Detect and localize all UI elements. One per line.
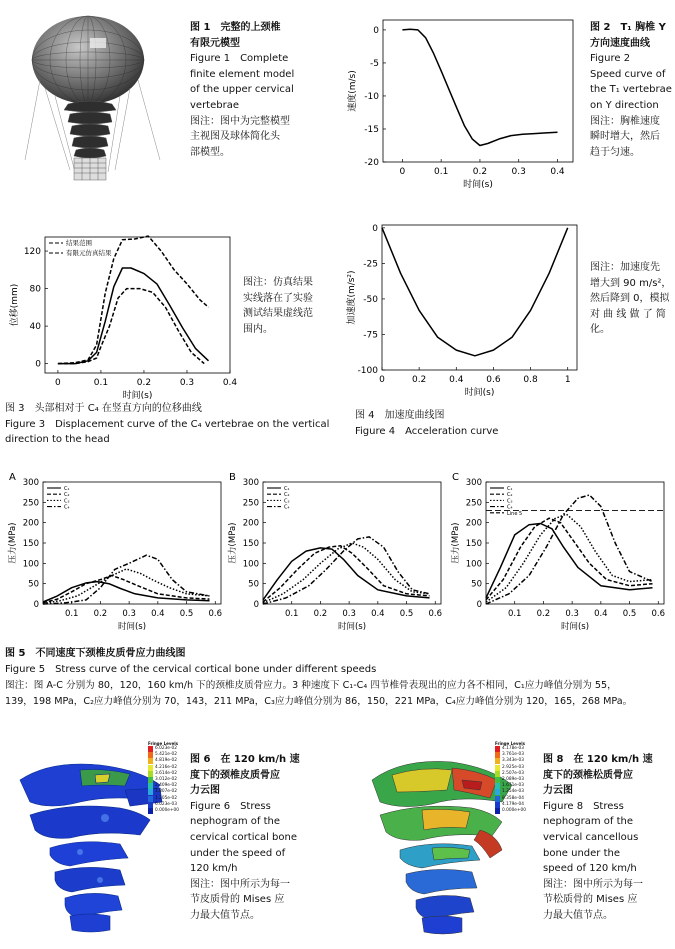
- legend-value: 2.507e-03: [502, 770, 524, 776]
- fig6-legend-scale: [148, 746, 188, 814]
- x-tick-label: 0.5: [179, 609, 194, 619]
- legend-color-swatch: [148, 771, 153, 777]
- legend-color-swatch: [148, 777, 153, 783]
- fig5-panel-c-chart: [448, 470, 670, 640]
- legend-color-swatch: [148, 789, 153, 795]
- fig8-caption: [543, 752, 653, 924]
- x-tick-label: 0.4: [151, 609, 165, 619]
- series-line: [263, 537, 430, 604]
- x-tick-label: 0.4: [371, 609, 385, 619]
- legend-value: 0.000e+00: [155, 807, 180, 813]
- x-axis-label: 时间(s): [463, 180, 493, 190]
- fig8-caption-line: 力云图: [543, 785, 573, 797]
- y-tick-label: 100: [465, 559, 482, 570]
- fig2-caption-line: 图注：胸椎速度: [590, 115, 660, 127]
- legend-value: 4.216e-02: [155, 764, 177, 770]
- y-tick-label: 150: [242, 539, 259, 549]
- fig3-note-line: 实线落在了实验: [243, 292, 313, 304]
- fig1-caption-line: of the upper cervical: [190, 84, 294, 96]
- x-tick-label: 0.4: [550, 167, 565, 177]
- y-tick-label: -75: [363, 330, 378, 341]
- fig2-caption: [590, 20, 672, 160]
- fig8-caption-line: nephogram of the: [543, 816, 634, 828]
- series-line: [486, 518, 653, 600]
- panel-label: C: [452, 472, 459, 483]
- series-line: [43, 555, 210, 604]
- y-tick-label: 100: [242, 559, 259, 570]
- y-tick-label: 150: [465, 539, 482, 549]
- y-tick-label: 80: [29, 284, 41, 295]
- legend-value: 4.178e-03: [502, 746, 524, 752]
- x-tick-label: 0.2: [472, 167, 488, 177]
- legend-color-swatch: [495, 771, 500, 777]
- y-tick-label: 300: [22, 478, 39, 488]
- x-tick-label: 0.6: [428, 609, 443, 619]
- fig3-note: [243, 275, 313, 337]
- legend-color-swatch: [495, 752, 500, 758]
- legend-row: [148, 808, 188, 814]
- x-tick-label: 0.1: [507, 609, 522, 619]
- x-axis-label: 时间(s): [117, 622, 147, 632]
- x-tick-label: 0.2: [536, 609, 551, 619]
- y-tick-label: 250: [22, 498, 39, 509]
- x-tick-label: 0.6: [208, 609, 223, 619]
- fig2-caption-line: Speed curve of: [590, 68, 666, 80]
- x-tick-label: 0.2: [411, 375, 427, 385]
- fig4-caption-line: 图 4 加速度曲线图: [355, 410, 445, 421]
- x-tick-label: 0.2: [93, 609, 108, 619]
- series-line: [402, 29, 557, 145]
- fig2-caption-line: on Y direction: [590, 99, 659, 111]
- legend-color-swatch: [148, 746, 153, 752]
- series-line: [263, 546, 430, 602]
- fig1-caption-line: 图注：图中为完整模型: [190, 115, 290, 127]
- x-tick-label: 0.3: [565, 609, 579, 619]
- y-tick-label: -10: [364, 91, 379, 102]
- fig4-note-line: 化。: [590, 324, 610, 336]
- fig2-caption-line: 瞬时增大，然后: [590, 131, 660, 143]
- fig5-panel-a-chart: [5, 470, 227, 640]
- y-tick-label: 100: [22, 559, 39, 570]
- fig1-caption: [190, 20, 294, 160]
- fig5-caption-line: 图 5 不同速度下颈椎皮质骨应力曲线图: [5, 648, 186, 659]
- fig4-note-line: 然后降到 0，模拟: [590, 293, 670, 305]
- y-tick-label: 50: [471, 579, 482, 590]
- fig3-caption-line: Figure 3 Displacement curve of the C₄ vertebrae on the vertical: [5, 418, 330, 430]
- legend-value: 6.023e-03: [155, 801, 177, 807]
- fig8-legend: [495, 741, 535, 814]
- x-tick-label: 0.1: [64, 609, 79, 619]
- x-tick-label: 0: [55, 378, 61, 388]
- fig8-caption-line: 力最大值节点。: [543, 909, 613, 921]
- fig4-note: [590, 260, 671, 338]
- legend-label: C₂: [284, 492, 290, 499]
- x-tick-label: 0: [399, 167, 406, 177]
- fig5-caption: [5, 646, 632, 710]
- fig5-caption-line: Figure 5 Stress curve of the cervical cortical bone under different speeds: [5, 664, 377, 675]
- x-tick-label: 0.1: [93, 378, 109, 388]
- legend-color-swatch: [495, 758, 500, 764]
- fig1-caption-line: 有限元模型: [190, 37, 240, 49]
- legend-label: C₃: [507, 498, 513, 505]
- legend-value: 2.089e-03: [502, 777, 524, 783]
- fig4-note-line: 图注：加速度先: [590, 262, 660, 273]
- fig4-caption: [355, 408, 498, 439]
- fig8-legend-scale: [495, 746, 535, 814]
- legend-row: [495, 808, 535, 814]
- legend-value: 3.614e-02: [155, 770, 177, 776]
- y-tick-label: 200: [22, 518, 39, 529]
- fig6-caption-line: cervical cortical bone: [190, 831, 298, 843]
- y-tick-label: -25: [363, 259, 378, 270]
- fig8-caption-line: 度下的颈椎松质骨应: [543, 769, 633, 781]
- fig4-caption-line: Figure 4 Acceleration curve: [355, 425, 499, 437]
- legend-label: C₄: [64, 504, 70, 511]
- fig5-panel-b-chart: [225, 470, 447, 640]
- fig1-caption-line: vertebrae: [190, 99, 239, 111]
- legend-color-swatch: [495, 746, 500, 752]
- legend-value: 3.343e-03: [502, 758, 524, 764]
- plot-frame: [263, 482, 441, 604]
- x-axis-label: 时间(s): [337, 622, 367, 632]
- legend-value: 1.807e-02: [155, 789, 177, 795]
- legend-color-swatch: [495, 796, 500, 802]
- y-tick-label: -100: [357, 366, 378, 376]
- legend-value: 2.409e-02: [155, 783, 177, 789]
- plot-frame: [45, 237, 230, 373]
- fig8-caption-line: speed of 120 km/h: [543, 863, 637, 875]
- legend-label: C₂: [507, 492, 513, 499]
- series-line: [263, 548, 430, 600]
- x-tick-label: 0.3: [342, 609, 356, 619]
- fig1-caption-line: 部模型。: [190, 146, 230, 158]
- legend-label: C₂: [64, 492, 70, 499]
- series-line: [43, 582, 210, 602]
- x-axis-label: 时间(s): [464, 388, 495, 398]
- legend-value: 1.671e-03: [502, 783, 524, 789]
- y-axis-label: 压力(MPa): [451, 522, 461, 564]
- fig8-caption-line: bone under the: [543, 847, 621, 859]
- panel-label: A: [9, 472, 16, 483]
- fig6-legend: [148, 741, 188, 814]
- legend-color-swatch: [495, 783, 500, 789]
- fig8-caption-line: 节松质骨的 Mises 应: [543, 894, 638, 906]
- y-tick-label: 250: [242, 498, 259, 509]
- y-tick-label: -5: [370, 58, 379, 69]
- fig8-caption-line: vervical cancellous: [543, 831, 639, 843]
- fig1-caption-line: Figure 1 Complete: [190, 53, 289, 65]
- y-axis-label: 位移(mm): [10, 283, 20, 327]
- legend-color-swatch: [148, 808, 153, 814]
- legend-value: 1.254e-03: [502, 789, 524, 795]
- legend-value: 4.819e-02: [155, 758, 177, 764]
- x-tick-label: 0.3: [122, 609, 136, 619]
- y-tick-label: 0: [373, 25, 379, 36]
- legend-value: 1.205e-02: [155, 795, 177, 801]
- legend-color-swatch: [148, 783, 153, 789]
- y-tick-label: 300: [465, 478, 482, 488]
- fig6-caption-line: 节皮质骨的 Mises 应: [190, 894, 285, 906]
- series-line: [382, 228, 568, 356]
- fig3-caption-line: direction to the head: [5, 434, 110, 446]
- legend-color-swatch: [495, 765, 500, 771]
- y-tick-label: 150: [22, 539, 39, 549]
- legend-color-swatch: [148, 758, 153, 764]
- x-tick-label: 0.2: [313, 609, 328, 619]
- y-tick-label: 300: [242, 478, 259, 488]
- y-tick-label: 0: [476, 600, 482, 610]
- x-tick-label: 0.5: [622, 609, 637, 619]
- x-tick-label: 0.1: [433, 167, 449, 177]
- legend-label: C₁: [284, 486, 290, 492]
- y-tick-label: 40: [29, 322, 41, 333]
- y-tick-label: 250: [465, 498, 482, 509]
- legend-color-swatch: [148, 796, 153, 802]
- fig6-caption-line: 度下的颈椎皮质骨应: [190, 769, 280, 781]
- x-axis-label: 时间(s): [122, 391, 153, 400]
- fig6-caption-line: 图 6 在 120 km/h 速: [190, 754, 300, 765]
- legend-label: Line 5: [507, 510, 523, 517]
- y-tick-label: 200: [242, 518, 259, 529]
- legend-value: 8.358e-04: [502, 795, 524, 801]
- legend-color-swatch: [148, 752, 153, 758]
- legend-label: C₄: [284, 504, 290, 511]
- fig4-acceleration-chart: [340, 215, 585, 405]
- x-tick-label: 0.3: [179, 378, 195, 388]
- legend-color-swatch: [148, 802, 153, 808]
- fig5-caption-line: 图注：图 A-C 分别为 80，120，160 km/h 下的颈椎皮质骨应力。3 种速度下 C₁-C₄ 四节椎骨表现出的应力各不相同，C₁应力峰值分别为 55，: [5, 680, 617, 691]
- plot-frame: [43, 482, 221, 604]
- legend-label: C₁: [507, 486, 513, 492]
- y-tick-label: 50: [28, 579, 39, 590]
- fig6-caption-line: Figure 6 Stress: [190, 800, 271, 812]
- x-axis-label: 时间(s): [560, 622, 590, 632]
- fig3-note-line: 图注：仿真结果: [243, 277, 313, 288]
- fig3-caption: [5, 401, 329, 448]
- y-tick-label: 200: [465, 518, 482, 529]
- y-tick-label: 120: [23, 247, 41, 258]
- fig6-legend-title: Fringe Levels: [148, 741, 178, 746]
- plot-frame: [383, 20, 573, 162]
- x-tick-label: 0.6: [651, 609, 666, 619]
- y-axis-label: 压力(MPa): [228, 522, 238, 564]
- legend-value: 3.761e-03: [502, 752, 524, 758]
- legend-label: C₃: [284, 498, 290, 505]
- fig3-caption-line: 图 3 头部相对于 C₄ 在竖直方向的位移曲线: [5, 403, 202, 414]
- y-axis-label: 加速度(m/s²): [347, 270, 357, 325]
- fig3-note-line: 测试结果虚线范: [243, 308, 313, 320]
- x-tick-label: 0.5: [399, 609, 414, 619]
- legend-label: C₄: [507, 504, 513, 511]
- fig4-note-line: 对 曲 线 做 了 简: [590, 308, 666, 320]
- fig8-legend-title: Fringe Levels: [495, 741, 525, 746]
- y-tick-label: 50: [248, 579, 259, 590]
- y-tick-label: 0: [35, 359, 41, 370]
- fig3-note-line: 围内。: [243, 323, 273, 335]
- fig6-caption: [190, 752, 300, 924]
- fig2-velocity-chart: [345, 10, 585, 195]
- y-tick-label: 0: [33, 600, 39, 610]
- x-tick-label: 0.4: [222, 378, 238, 388]
- legend-color-swatch: [148, 765, 153, 771]
- fig2-caption-line: the T₁ vertebrae: [590, 84, 672, 96]
- legend-color-swatch: [495, 808, 500, 814]
- y-tick-label: 0: [372, 223, 378, 234]
- x-tick-label: 0.3: [511, 167, 526, 177]
- legend-value: 4.179e-04: [502, 801, 524, 807]
- y-axis-label: 压力(MPa): [8, 522, 18, 564]
- panel-label: B: [229, 472, 236, 483]
- y-axis-label: 速度(m/s): [348, 70, 358, 112]
- fig6-caption-line: 力最大值节点。: [190, 909, 260, 921]
- fig1-caption-line: 图 1 完整的上颈椎: [190, 22, 281, 33]
- y-tick-label: -15: [364, 124, 379, 135]
- legend-value: 0.000e+00: [502, 807, 527, 813]
- legend-value: 6.023e-02: [155, 746, 177, 752]
- legend-value: 5.421e-02: [155, 752, 177, 758]
- legend-label: 结果范围: [66, 239, 92, 247]
- fig1-model-image: [20, 10, 170, 185]
- x-tick-label: 1: [564, 375, 571, 385]
- legend-label: C₃: [64, 498, 70, 505]
- x-tick-label: 0.1: [284, 609, 299, 619]
- x-tick-label: 0: [379, 375, 385, 385]
- fig4-note-line: 增大到 90 m/s²，: [590, 277, 672, 289]
- fig3-displacement-chart: [5, 215, 240, 400]
- plot-frame: [382, 225, 577, 370]
- legend-label: C₁: [64, 486, 70, 492]
- fig6-caption-line: 力云图: [190, 785, 220, 797]
- x-tick-label: 0.4: [449, 375, 464, 385]
- legend-value: 3.012e-02: [155, 777, 177, 783]
- x-tick-label: 0.6: [486, 375, 501, 385]
- fig2-caption-line: Figure 2: [590, 53, 631, 65]
- fig1-caption-line: finite element model: [190, 68, 295, 80]
- x-tick-label: 0.8: [523, 375, 538, 385]
- x-tick-label: 0.2: [136, 378, 152, 388]
- fig2-caption-line: 趋于匀速。: [590, 146, 640, 158]
- series-line: [263, 543, 430, 603]
- y-tick-label: -20: [364, 158, 379, 168]
- fig6-caption-line: under the speed of: [190, 847, 286, 859]
- fig8-caption-line: 图注：图中所示为每一: [543, 878, 643, 890]
- fig1-caption-line: 主视图及球体简化头: [190, 131, 280, 143]
- fig2-caption-line: 图 2 T₁ 胸椎 Y: [590, 22, 666, 33]
- y-tick-label: 0: [253, 600, 259, 610]
- fig2-caption-line: 方向速度曲线: [590, 37, 650, 49]
- fig6-caption-line: 120 km/h: [190, 863, 238, 875]
- legend-color-swatch: [495, 777, 500, 783]
- legend-label: 有限元仿真结果: [66, 249, 112, 257]
- fig6-caption-line: 图注：图中所示为每一: [190, 878, 290, 890]
- legend-color-swatch: [495, 789, 500, 795]
- x-tick-label: 0.4: [594, 609, 608, 619]
- fig8-caption-line: 图 8 在 120 km/h 速: [543, 754, 653, 765]
- fig6-caption-line: nephogram of the: [190, 816, 281, 828]
- fig5-caption-line: 139，198 MPa，C₂应力峰值分别为 70，143，211 MPa，C₃应力峰值分别为 86，150，221 MPa，C₄应力峰值分别为 120，165，268 MPa。: [5, 696, 633, 707]
- fig8-caption-line: Figure 8 Stress: [543, 800, 624, 812]
- legend-color-swatch: [495, 802, 500, 808]
- legend-value: 2.925e-03: [502, 764, 524, 770]
- y-tick-label: -50: [363, 294, 378, 305]
